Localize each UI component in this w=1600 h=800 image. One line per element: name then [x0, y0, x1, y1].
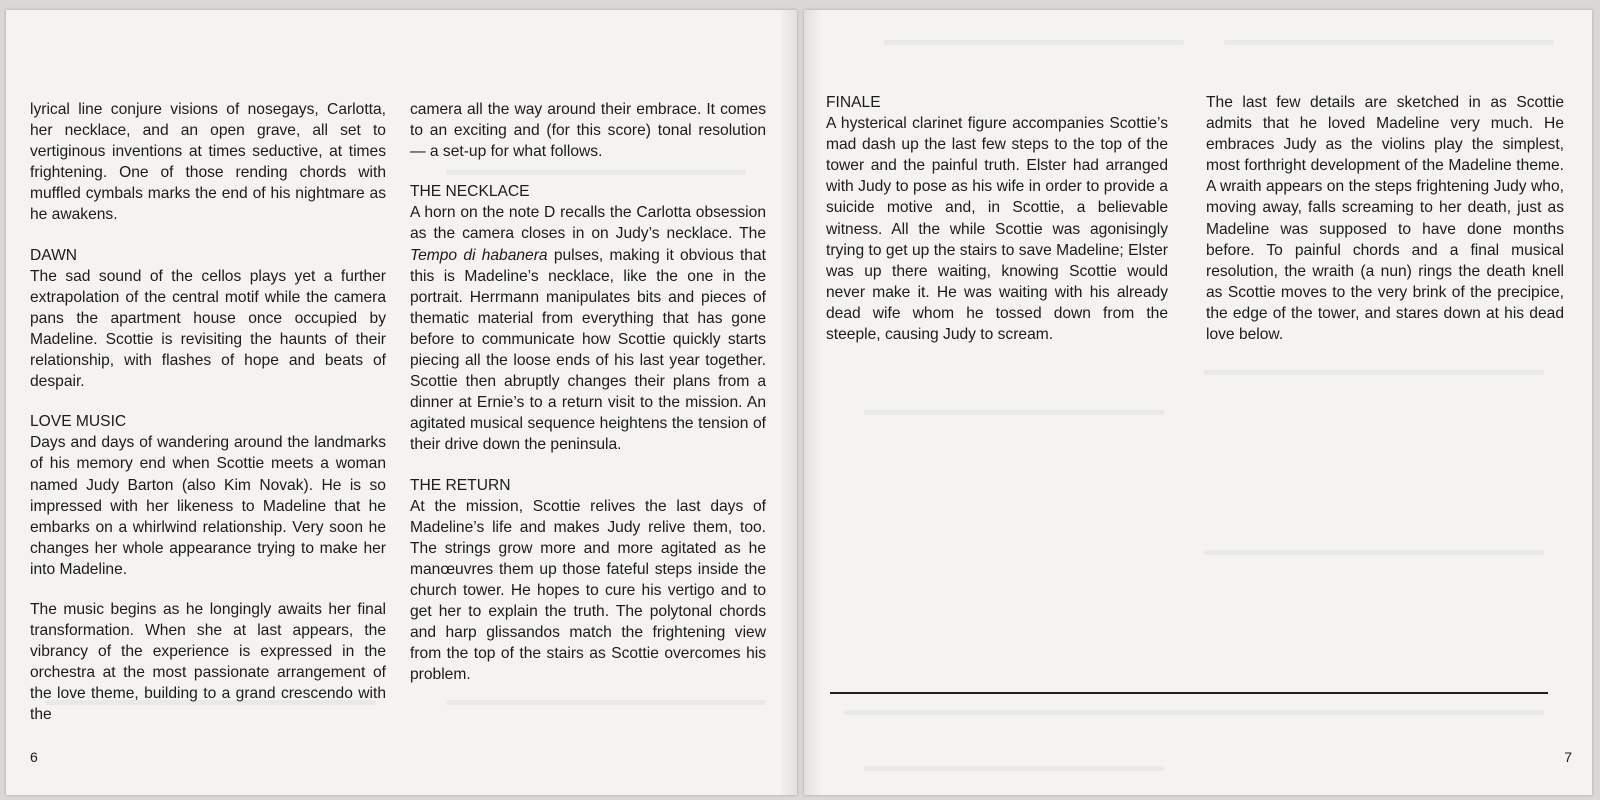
show-through-line	[1204, 550, 1544, 555]
page-number-right: 7	[1564, 749, 1572, 765]
return-heading: THE RETURN	[410, 476, 511, 494]
necklace-text-b: pulses, making it obvious that this is Madeline’s necklace, like the one in the portrait. Herrmann manipulates bits and pieces of thematic material from everything that has gone before to communicate how Scottie quickly starts piecing all the loose ends of his last year together. Scottie then abruptly changes their plans from a dinner at Ernie’s to a return visit to the mission. An agitated musical sequence heightens the tension of their drive down the peninsula.	[410, 246, 766, 454]
return-paragraph: At the mission, Scottie relives the last days of Madeline’s life and makes Judy relive them, too. The strings grow more and more agitated as he manœuvres them up those fateful steps inside the church tower. He hopes to cure his vertigo and to get her to explain the truth. The polytonal chords and harp glissandos match the frightening view from the top of the stairs as Scottie overcomes his problem.	[410, 497, 766, 684]
right-column-1	[826, 92, 1168, 364]
show-through-line	[864, 410, 1164, 415]
closing-paragraph: The last few details are sketched in as Scottie admits that he loved Madeline very much. He embraces Judy as the violins play the simplest, most forthright development of the Madeline theme. A wraith appears on the steps frightening Judy who, moving away, falls screaming to her death, just as Madeline was supposed to have done months before. To painful chords and a final musical resolution, the wraith (a nun) rings the death knell as Scottie moves to the very brink of the precipice, the edge of the tower, and stares down at his dead love below.	[1206, 94, 1564, 344]
left-column-1	[30, 99, 386, 745]
dawn-paragraph: The sad sound of the cellos plays yet a further extrapolation of the central motif while the camera pans the apartment house once occupied by Madeline. Scottie is revisiting the haunts of their relationship, with flashes of hope and beats of despair.	[30, 267, 386, 391]
horizontal-rule	[830, 692, 1548, 694]
necklace-text-a: A horn on the note D recalls the Carlotta obsession as the camera closes in on Judy’s necklace. The	[410, 204, 766, 243]
embrace-paragraph: camera all the way around their embrace. It comes to an exciting and (for this score) tonal resolution — a set-up for what follows.	[410, 101, 766, 161]
love-music-heading: LOVE MUSIC	[30, 413, 127, 431]
right-page-gutter-shadow	[804, 10, 822, 795]
show-through-line	[1204, 370, 1544, 375]
intro-paragraph: lyrical line conjure visions of nosegays, Carlotta, her necklace, and an open grave, all set to vertiginous inventions at times seductive, at times frightening. One of those rending chords with muffled cymbals marks the end of his nightmare as he awakens.	[30, 101, 386, 224]
dawn-heading: DAWN	[30, 246, 78, 264]
necklace-italic: Tempo di habanera	[410, 246, 548, 264]
right-page	[804, 10, 1592, 795]
show-through-line	[844, 710, 1544, 715]
necklace-heading: THE NECKLACE	[410, 183, 530, 201]
left-page	[6, 10, 797, 795]
finale-heading: FINALE	[826, 94, 881, 111]
right-column-2	[1206, 92, 1564, 364]
necklace-paragraph	[410, 202, 766, 455]
love-music-paragraph: Days and days of wandering around the landmarks of his memory end when Scottie meets a woman named Judy Barton (also Kim Novak). He is so impressed with her likeness to Madeline that he embarks on a whirlwind relationship. Very soon he changes her whole appearance trying to make her into Madeline.	[30, 434, 386, 578]
finale-paragraph: A hysterical clarinet figure accompanies Scottie’s mad dash up the last few steps to the top of the tower and the painful truth. Elster had arranged with Judy to pose as his wife in order to provide a suicide motive and, in Scottie, a believable witness. All the while Scottie was agonisingly trying to get up the stairs to save Madeline; Elster was up there waiting, knowing Scottie would never make it. He was waiting with his already dead wife whom he tossed down from the steeple, causing Judy to scream.	[826, 115, 1168, 344]
page-number-left: 6	[30, 749, 38, 765]
show-through-line	[884, 40, 1184, 45]
show-through-line	[864, 766, 1164, 771]
left-column-2	[410, 99, 766, 704]
music-paragraph: The music begins as he longingly awaits her final transformation. When she at last appears, the vibrancy of the experience is expressed in the orchestra at the most passionate arrangement of the love theme, building to a grand crescendo with the	[30, 600, 386, 724]
show-through-line	[1224, 40, 1554, 45]
left-page-gutter-shadow	[779, 10, 797, 795]
